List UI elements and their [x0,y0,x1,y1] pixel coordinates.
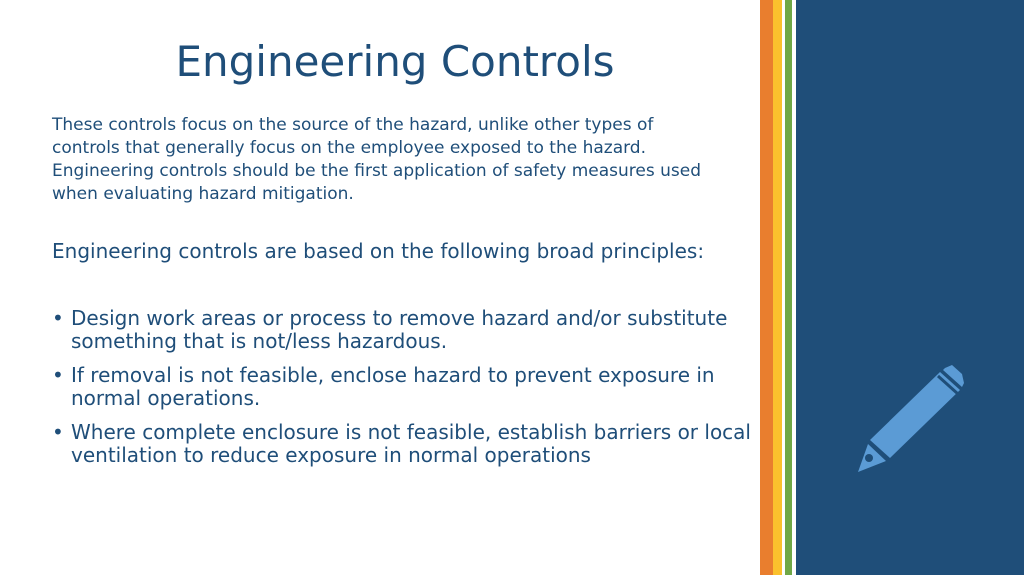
bullet-text: Where complete enclosure is not feasible, establish barriers or local ventilation to reduce exposure in normal operations [71,420,751,467]
accent-stripe-orange [760,0,773,575]
bullet-dot: • [52,306,64,330]
pencil-icon [852,364,968,476]
bullet-text: Design work areas or process to remove hazard and/or substitute something that is not/less hazardous. [71,306,728,353]
bullet-text: If removal is not feasible, enclose hazard to prevent exposure in normal operations. [71,363,715,410]
list-item [52,364,752,410]
list-item [52,421,752,467]
principles-lead: Engineering controls are based on the following broad principles: [52,239,705,263]
list-item [52,307,752,353]
slide-title: Engineering Controls [175,37,615,86]
accent-stripe-green [785,0,792,575]
intro-paragraph: These controls focus on the source of the hazard, unlike other types of controls that generally focus on the employee exposed to the hazard. Engineering controls should be the first application of safety measures used when evaluating hazard mitigation. [52,115,701,204]
bullet-dot: • [52,363,64,387]
accent-stripe-yellow [773,0,782,575]
bullet-dot: • [52,420,64,444]
side-panel [796,0,1024,575]
principles-list [52,307,752,478]
